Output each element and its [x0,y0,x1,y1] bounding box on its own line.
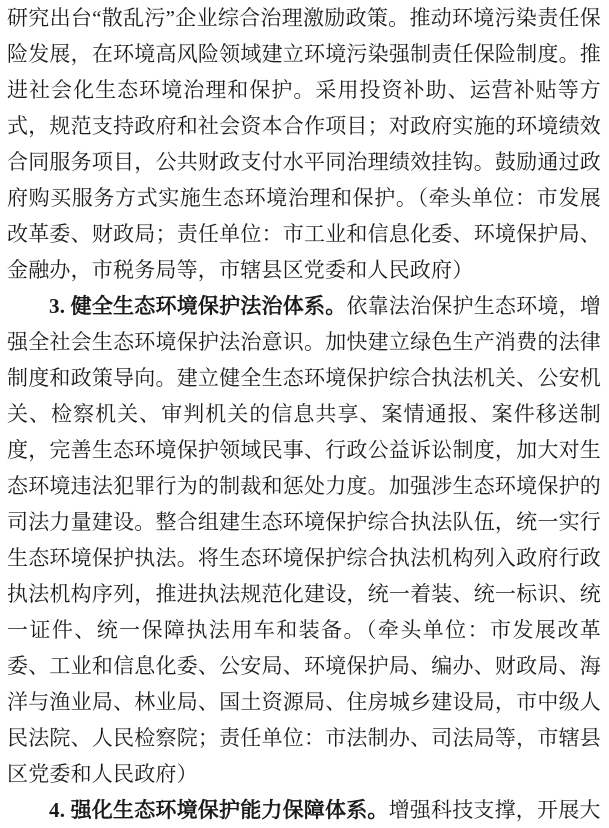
paragraph-text-item-4: 增强科技支撑，开展大 [388,798,601,822]
paragraph-item-4 [7,792,601,828]
paragraph-lead-item-3: 3. 健全生态环境保护法治体系。 [49,294,347,318]
paragraph-item-3 [7,288,601,792]
paragraph-text: 研究出台“散乱污”企业综合治理激励政策。推动环境污染责任保险发展，在环境高风险领域建立环境污染强制责任保险制度。推进社会化生态环境治理和保护。采用投资补助、运营补贴等方式，规范支持政府和社会资本合作项目；对政府实施的环境绩效合同服务项目，公共财政支付水平同治理绩效挂钩。鼓励通过政府购买服务方式实施生态环境治理和保护。（牵头单位：市发展改革委、财政局；责任单位：市工业和信息化委、环境保护局、金融办，市税务局等，市辖县区党委和人民政府） [7,6,601,282]
paragraph-text-item-3: 依靠法治保护生态环境，增强全社会生态环境保护法治意识。加快建立绿色生产消费的法律制度和政策导向。建立健全生态环境保护综合执法机关、公安机关、检察机关、审判机关的信息共享、案情通报、案件移送制度，完善生态环境保护领域民事、行政公益诉讼制度，加大对生态环境违法犯罪行为的制裁和惩处力度。加强涉生态环境保护的司法力量建设。整合组建生态环境保护综合执法队伍，统一实行生态环境保护执法。将生态环境保护综合执法机构列入政府行政执法机构序列，推进执法规范化建设，统一着装、统一标识、统一证件、统一保障执法用车和装备。（牵头单位：市发展改革委、工业和信息化委、公安局、环境保护局、编办、财政局、海洋与渔业局、林业局、国土资源局、住房城乡建设局，市中级人民法院、人民检察院；责任单位：市法制办、司法局等，市辖县区党委和人民政府） [7,294,601,786]
paragraph-lead-item-4: 4. 强化生态环境保护能力保障体系。 [49,798,389,822]
paragraph-continuation [7,0,601,288]
